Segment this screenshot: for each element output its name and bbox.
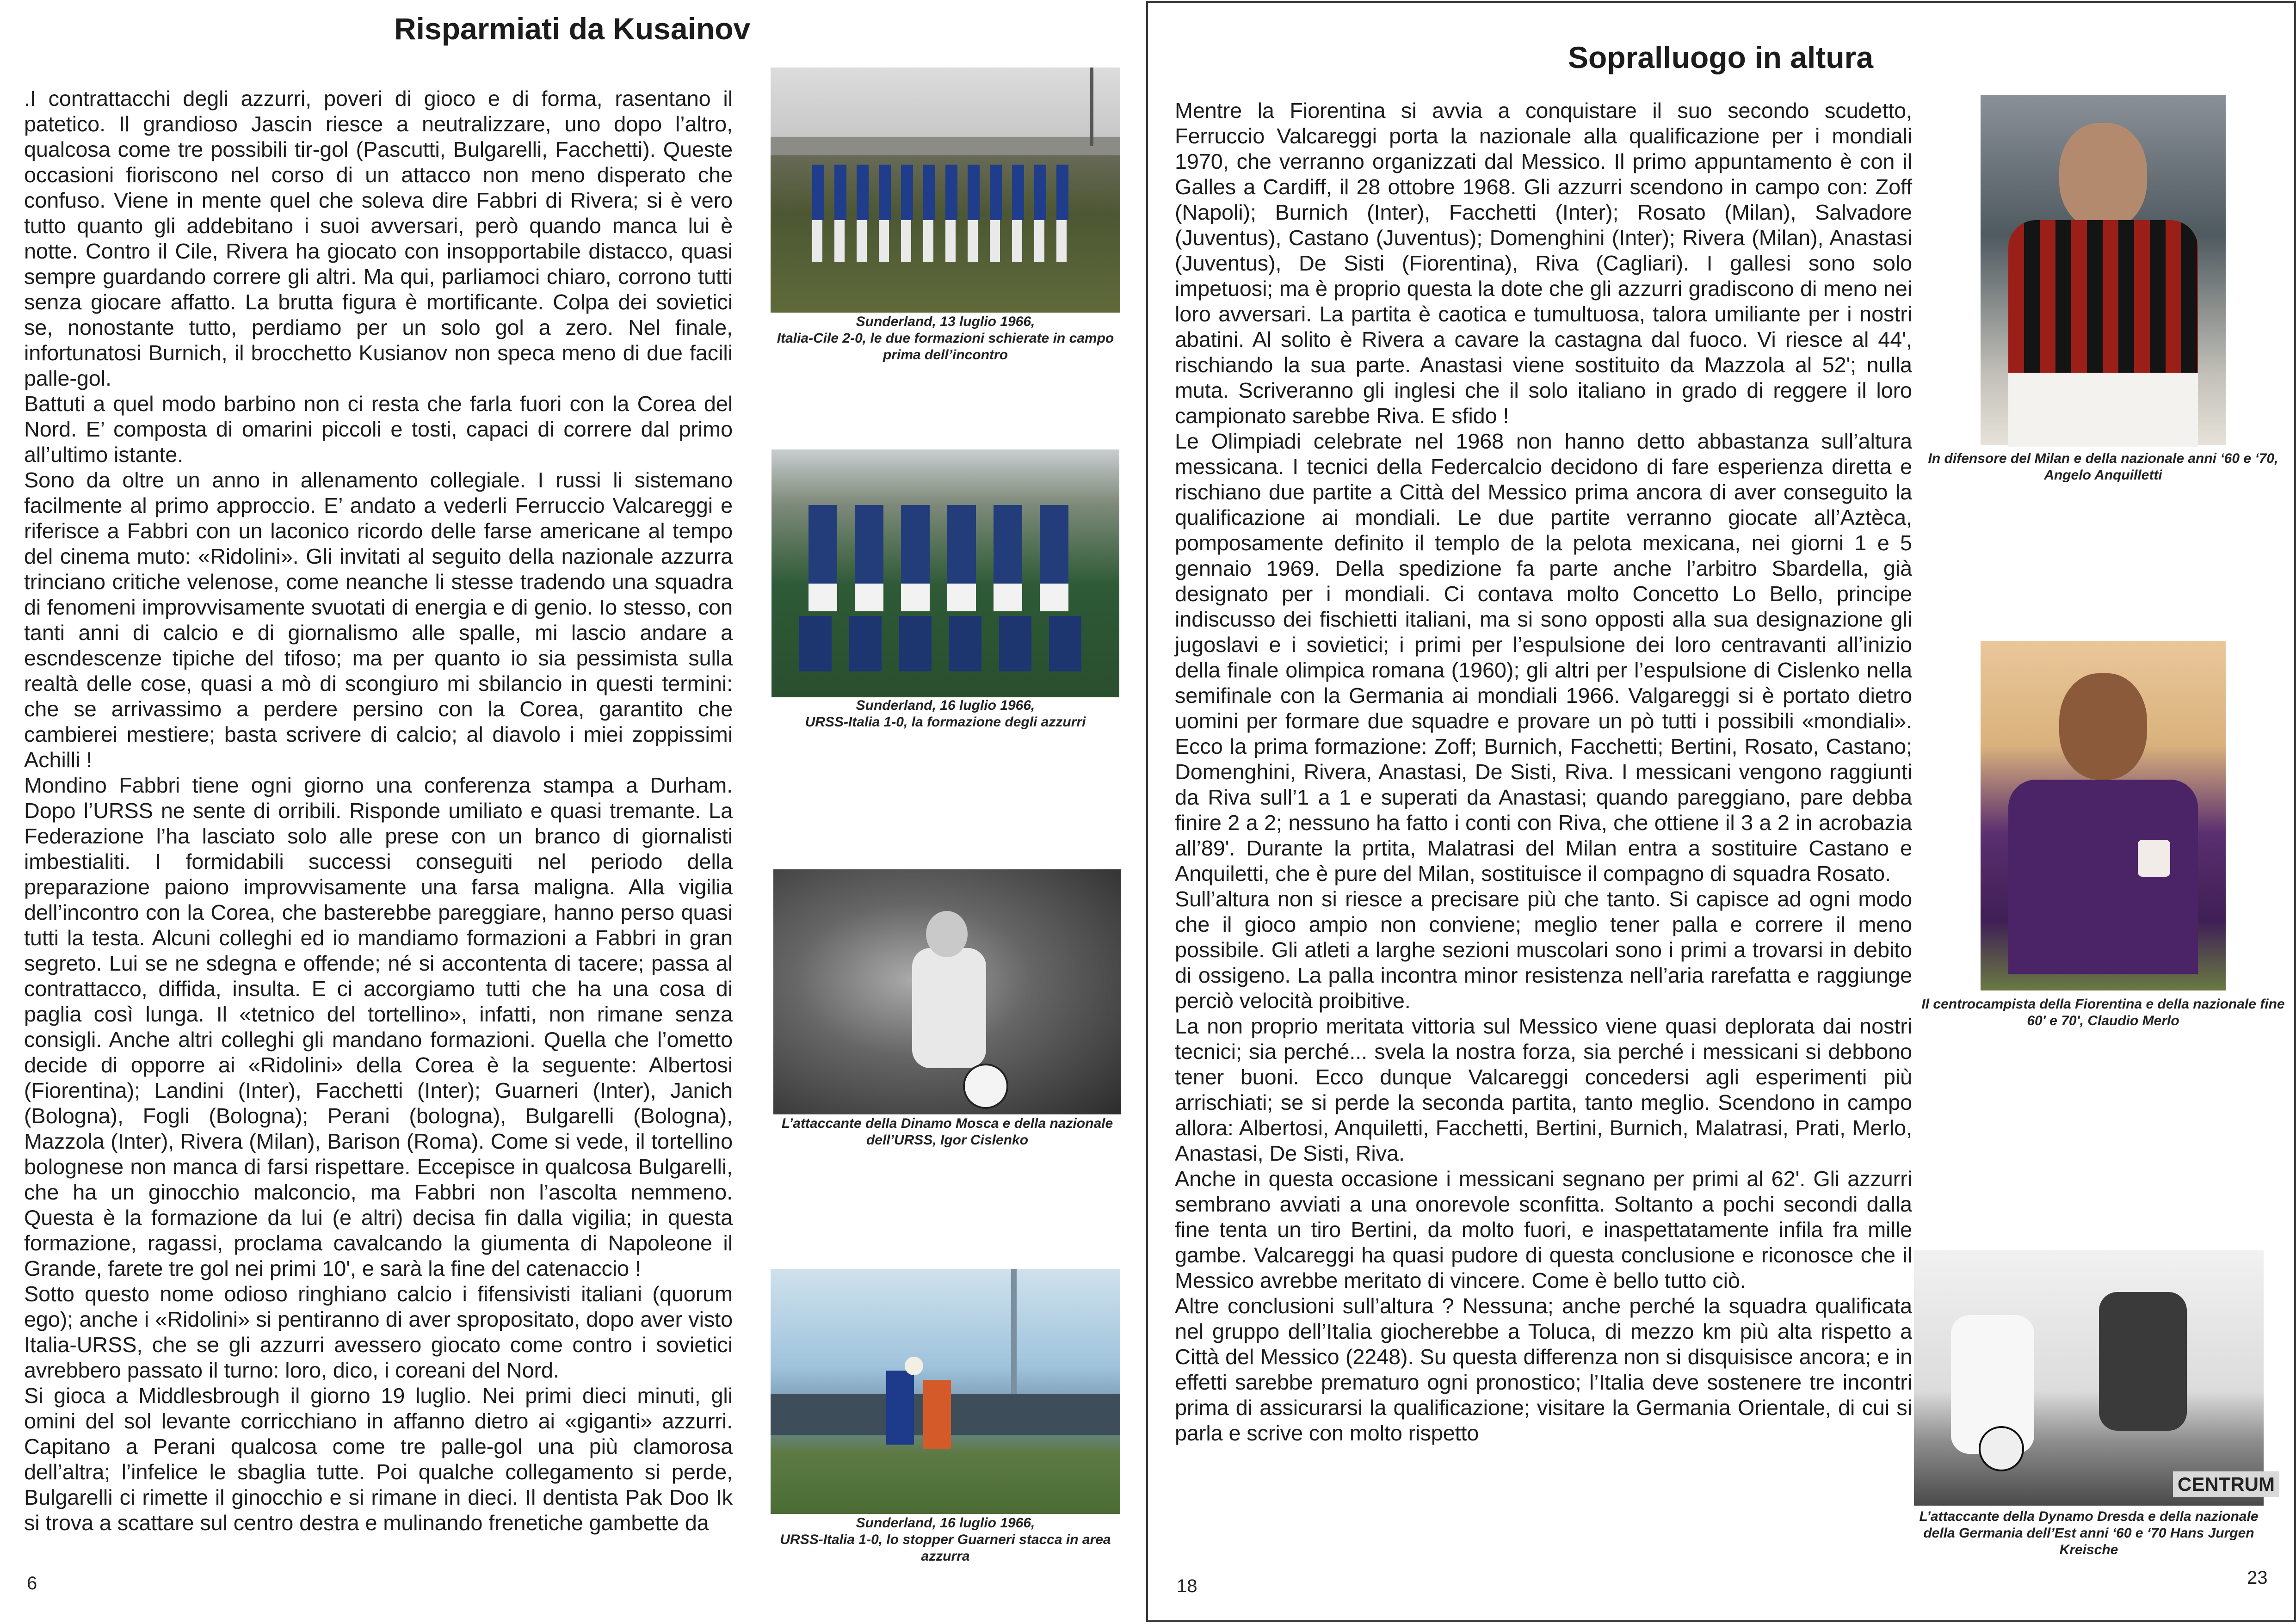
left-page-title: Risparmiati da Kusainov <box>394 12 751 46</box>
paragraph: Altre conclusioni sull’altura ? Nessuna; anche perché la squadra qualificata nel gruppo dell’Italia giocherebbe a Toluca, di mezzo km più alta rispetto a Città del Messico (2248). Su questa differenza non si disquisisce ancora; e in effetti sarebbe prematuro ogni pronostico; l’Italia deve sostenere tre incontri prima di assicurarsi la qualificazione; visitare la Germania Orientale, di cui si parla e scrive con molto rispetto <box>1175 1294 1912 1445</box>
photo-igor-cislenko <box>773 869 1121 1114</box>
photo-2-caption: Sunderland, 16 luglio 1966, URSS-Italia 1-0, la formazione degli azzurri <box>805 698 1086 730</box>
photo-guarneri-header <box>771 1269 1120 1514</box>
photo-5-caption: In difensore del Milan e della nazionale anni ‘60 e ‘70, Angelo Anquilletti <box>1928 451 2278 483</box>
photo-sign: CENTRUM <box>2173 1471 2279 1497</box>
photo-7-caption: L’attaccante della Dynamo Dresda e della nazionale della Germania dell’Est anni ‘60 e ‘70 Hans Jurgen Kreische <box>1919 1509 2259 1557</box>
paragraph: .I contrattacchi degli azzurri, poveri di gioco e di forma, rasentano il patetico. Il grandioso Jascin riesce a neutralizzare, uno dopo l’altro, qualcosa come tre possibili tir-gol (Pascutti, Bulgarelli, Facchetti). Queste occasioni fioriscono nel corso di un attacco non meno disperato che confuso. Viene in mente quel che soleva dire Fabbri di Rivera; si è vero tutto quanto gli addebitano i suoi avversari, però quando manca lui è notte. Contro il Cile, Rivera ha giocato con insopportabile distacco, quasi sempre guardando correre gli altri. Ma qui, parliamoci chiaro, corrono tutti senza giocare affatto. La brutta figura è mortificante. Colpa dei sovietici se, nonostante tutto, perdiamo per un solo gol a zero. Nel finale, infortunatosi Burnich, il brocchetto Kusianov non speca meno di due facili palle-gol. <box>24 86 733 390</box>
page-number-right: 23 <box>2247 1568 2268 1588</box>
page-number: 6 <box>27 1573 37 1593</box>
photo-1-caption: Sunderland, 13 luglio 1966, Italia-Cile 2-0, le due formazioni schierate in campo prima dell’incontro <box>777 314 1114 363</box>
paragraph: Battuti a quel modo barbino non ci resta che farla fuori con la Corea del Nord. E’ composta di omarini piccoli e tosti, capaci di correre dal primo all’ultimo istante. <box>24 392 733 467</box>
paragraph: Sono da oltre un anno in allenamento collegiale. I russi li sistemano facilmente al primo approccio. E’ andato a vederli Ferruccio Valcareggi e riferisce a Fabbri con un laconico ricordo delle farse americane al tempo del cinema muto: «Ridolini». Gli invitati al seguito della nazionale azzurra trinciano critiche velenose, come neanche li stesse tradendo una squadra di fenomeni improvvisamente svuotati di energia e di genio. Io stesso, con tanti anni di calcio e di giornalismo alle spalle, mi lascio andare a escndescenze tipiche del tifoso; ma per quanto io sia pessimista sulla realtà delle cose, quasi a mò di scongiuro mi sbilancio in questi termini: che se arrivassimo a perdere persino con la Corea, garantito che cambierei mestiere; basta scrivere di calcio; al diavolo i miei zoppissimi Achilli ! <box>24 468 733 772</box>
photo-hans-jurgen-kreische <box>1914 1250 2275 1506</box>
right-page-title: Sopralluogo in altura <box>1568 40 1874 74</box>
paragraph: Mentre la Fiorentina si avvia a conquistare il suo secondo scudetto, Ferruccio Valcareggi porta la nazionale alla qualificazione per i mondiali 1970, che verranno organizzati dal Messico. Il primo appuntamento è con il Galles a Cardiff, il 28 ottobre 1968. Gli azzurri scendono in campo con: Zoff (Napoli); Burnich (Inter), Facchetti (Inter); Rosato (Milan), Salvadore (Juventus), Castano (Juventus); Domenghini (Inter); Rivera (Milan), Anastasi (Juventus), De Sisti (Fiorentina), Riva (Cagliari). I gallesi sono solo impetuosi; ma è proprio questa la dote che gli azzurri gradiscono di meno nei loro avversari. La partita è caotica e tumultuosa, talora umiliante per i nostri abatini. Al solito è Rivera a cavare la castagna dal fuoco. Vi riesce al 44', rischiando la sua parte. Anastasi viene sostituito da Mazzola al 52'; nulla muta. Scriveranno gli inglesi che il solo italiano in grado di reggere il loro campionato sarebbe Riva. E sfido ! <box>1175 98 1912 428</box>
photo-6-caption: Il centrocampista della Fiorentina e della nazionale fine 60' e 70', Claudio Merlo <box>1921 997 2285 1028</box>
paragraph: Mondino Fabbri tiene ogni giorno una conferenza stampa a Durham. Dopo l’URSS ne sente di orribili. Risponde umiliato e quasi tremante. La Federazione l’ha lasciato solo alle prese con un branco di giornalisti imbestialiti. I formidabili successi conseguiti nel periodo della preparazione paiono improvvisamente una farsa maligna. Alla vigilia dell’incontro con la Corea, che basterebbe pareggiare, hanno perso quasi tutti la testa. Alcuni colleghi ed io mandiamo formazioni a Fabbri in gran segreto. Lui se ne sdegna e offende; né si accontenta di tacere; passa al contrattacco, diffida, insulta. E ci accorgiamo tutti che ha una cosa di paglia così lunga. Il «tetnico del tortellino», infatti, non rimane senza consigli. Anche altri colleghi gli mandano formazioni. Quella che l’ometto decide di opporre ai «Ridolini» della Corea è la seguente: Albertosi (Fiorentina); Landini (Inter), Facchetti (Inter); Guarneri (Inter), Janich (Bologna), Fogli (Bologna); Perani (bologna), Bulgarelli (Bologna), Mazzola (Inter), Rivera (Milan), Barison (Roma). Come si vede, il tortellino bolognese non manca di farsi rispettare. Eccepisce in qualcosa Bulgarelli, che ha un ginocchio malconcio, ma Fabbri non l’ascolta nemmeno. Questa è la formazione da lui (e altri) decisa fin dalla vigilia; in questa formazione, ragassi, proclama cavalcando la giumenta di Napoleone il Grande, farete tre gol nei primi 10', e sarà la fine del catenaccio ! <box>24 773 733 1280</box>
photo-claudio-merlo <box>1981 641 2226 990</box>
left-article-body <box>24 86 733 1536</box>
paragraph: Anche in questa occasione i messicani segnano per primi al 62'. Gli azzurri sembrano avviati a una onorevole sconfitta. Soltanto a pochi secondi dalla fine tenta un tiro Bertini, da molto fuori, e inaspettatamente infila fra mille gambe. Valcareggi ha quasi pudore di questa conclusione e riconosce che il Messico avrebbe meritato di vincere. Come è bello tutto ciò. <box>1175 1167 1912 1292</box>
photo-4-caption: Sunderland, 16 luglio 1966, URSS-Italia 1-0, lo stopper Guarneri stacca in area azzurra <box>780 1515 1111 1564</box>
photo-italy-team-lineup <box>772 449 1119 697</box>
photo-italia-cile-teams <box>771 68 1120 313</box>
paragraph: Sotto questo nome odioso ringhiano calcio i fifensivisti italiani (quorum ego); anche i «Ridolini» si pentiranno di aver spropositato, dopo aver visto Italia-URSS, che se gli azzurri avessero giocato come contro i sovietici avrebbero passato il turno: loro, dico, i coreani del Nord. <box>24 1282 733 1382</box>
photo-3-caption: L’attaccante della Dinamo Mosca e della nazionale dell’URSS, Igor Cislenko <box>781 1116 1113 1148</box>
photo-angelo-anquilletti <box>1981 95 2226 445</box>
left-page <box>0 0 1146 1624</box>
paragraph: Si gioca a Middlesbrough il giorno 19 luglio. Nei primi dieci minuti, gli omini del sol levante corricchiano in affanno dietro ai «giganti» azzurri. Capitano a Perani qualcosa come tre palle-gol una più clamorosa dell’altra; l’infelice le sbaglia tutte. Poi qualche collegamento si perde, Bulgarelli ci rimette il ginocchio e si rimane in dieci. Il dentista Pak Doo Ik si trova a scattare sul centro destra e mulinando frenetiche gambette da <box>24 1384 733 1535</box>
page-number-left: 18 <box>1177 1576 1197 1596</box>
right-page <box>1146 1 2296 1622</box>
paragraph: La non proprio meritata vittoria sul Messico viene quasi deplorata dai nostri tecnici; sia perché... svela la nostra forza, sia perché i messicani si debbono tener buoni. Ecco dunque Valcareggi concedersi agli esperimenti più arrischiati; se si perde la seconda partita, tanto meglio. Scendono in campo allora: Albertosi, Anquiletti, Facchetti, Bertini, Burnich, Malatrasi, Prati, Merlo, Anastasi, De Sisti, Riva. <box>1175 1014 1912 1165</box>
right-article-body <box>1175 98 1912 1446</box>
paragraph: Sull’altura non si riesce a precisare più che tanto. Si capisce ad ogni modo che il gioco ampio non conviene; meglio tener palla e correre il meno possibile. Gli atleti a larghe sezioni muscolari sono i primi a trovarsi in debito di ossigeno. La palla incontra minor resistenza nell’aria rarefatta e raggiunge perciò velocità proibitive. <box>1175 887 1912 1013</box>
paragraph: Le Olimpiadi celebrate nel 1968 non hanno detto abbastanza sull’altura messicana. I tecnici della Federcalcio decidono di fare esperienza diretta e rischiano due partite a Città del Messico prima ancora di aver conseguito la qualificazione ai mondiali. Le due partite verranno giocate all’Aztèca, pomposamente definito il templo de la pelota mexicana, nei giorni 1 e 5 gennaio 1969. Della spedizione fa parte anche l’arbitro Sbardella, già designato per i mondiali. Ci contava molto Concetto Lo Bello, principe indiscusso dei fischietti italiani, ma si sono opposti alla sua designazione gli jugoslavi e i sovietici; i primi per l’espulsione dei loro centravanti all’inizio della finale olimpica romana (1960); gli altri per l’espulsione di Cislenko nella semifinale con la Germania ai mondiali 1966. Valgareggi si è portato dietro uomini per formare due squadre e provare un pò tutti i possibili «mondiali». Ecco la prima formazione: Zoff; Burnich, Facchetti; Bertini, Rosato, Castano; Domenghini, Rivera, Anastasi, De Sisti, Riva. I messicani vengono raggiunti da Riva sull’1 a 1 e superati da Anastasi; quando pareggiano, pare debba finire 2 a 2; nessuno ha fatto i conti con Riva, che ottiene il 3 a 2 in acrobazia all’89'. Durante la prtita, Malatrasi del Milan entra a sostituire Castano e Anquiletti, che è pure del Milan, sostituisce il compagno di squadra Rosato. <box>1175 429 1912 886</box>
